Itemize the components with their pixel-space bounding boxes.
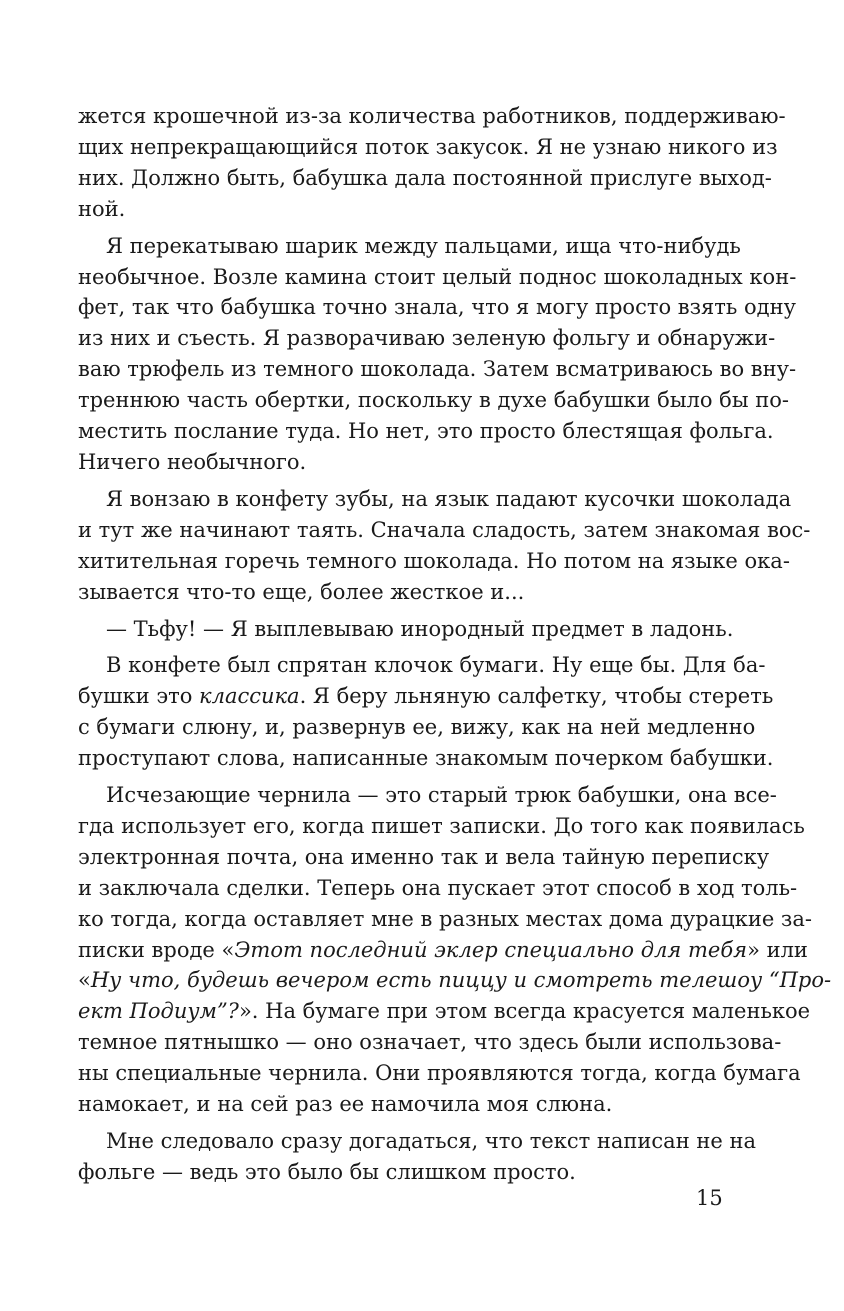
text-line: фольге — ведь это было бы слишком просто. bbox=[78, 1159, 576, 1184]
paragraph bbox=[78, 1126, 756, 1188]
paragraph bbox=[78, 650, 774, 774]
text-line: электронная почта, она именно так и вела тайную переписку bbox=[78, 844, 770, 869]
text-line: ект Подиум”?». На бумаге при этом всегда красуется маленькое bbox=[78, 999, 811, 1024]
text-line: и тут же начинают таять. Сначала сладость, затем знакомая вос- bbox=[78, 517, 811, 542]
italic-run: Этот последний эклер специально для тебя bbox=[234, 937, 748, 962]
page-number: 15 bbox=[696, 1186, 723, 1210]
text-line: ной. bbox=[78, 196, 126, 221]
text-line: и заключала сделки. Теперь она пускает этот способ в ход толь- bbox=[78, 875, 798, 900]
text-line: жется крошечной из-за количества работников, поддерживаю- bbox=[78, 104, 786, 128]
text-line: темное пятнышко — оно означает, что здесь были использова- bbox=[78, 1030, 782, 1055]
text-line: зывается что-то еще, более жесткое и... bbox=[78, 579, 525, 604]
italic-run: Ну что, будешь вечером есть пиццу и смотреть телешоу “Про- bbox=[90, 968, 832, 993]
text-line: местить послание туда. Но нет, это просто блестящая фольга. bbox=[78, 419, 774, 444]
text-line: фет, так что бабушка точно знала, что я могу просто взять одну bbox=[78, 295, 796, 320]
italic-run: ект Подиум”? bbox=[78, 999, 239, 1024]
paragraph bbox=[78, 101, 786, 225]
text-line: необычное. Возле камина стоит целый поднос шоколадных кон- bbox=[78, 264, 797, 289]
paragraph bbox=[78, 484, 811, 608]
text-line: намокает, и на сей раз ее намочила моя слюна. bbox=[78, 1092, 613, 1117]
text-line: Я вонзаю в конфету зубы, на язык падают кусочки шоколада bbox=[106, 486, 792, 511]
text-line: Мне следовало сразу догадаться, что текст написан не на bbox=[106, 1129, 756, 1153]
text-line: бушки это классика. Я беру льняную салфетку, чтобы стереть bbox=[78, 684, 774, 709]
text-line: ко тогда, когда оставляет мне в разных местах дома дурацкие за- bbox=[78, 906, 812, 931]
text-line: В конфете был спрятан клочок бумаги. Ну еще бы. Для ба- bbox=[106, 653, 766, 678]
paragraph bbox=[78, 231, 797, 478]
text-line: писки вроде «Этот последний эклер специально для тебя» или bbox=[78, 937, 808, 962]
text-line: Исчезающие чернила — это старый трюк бабушки, она все- bbox=[106, 783, 777, 808]
text-line: гда использует его, когда пишет записки. До того как появилась bbox=[78, 813, 805, 838]
text-line: «Ну что, будешь вечером есть пиццу и смотреть телешоу “Про- bbox=[78, 968, 832, 993]
text-line: с бумаги слюну, и, развернув ее, вижу, как на ней медленно bbox=[78, 715, 756, 740]
text-line: проступают слова, написанные знакомым почерком бабушки. bbox=[78, 746, 774, 771]
text-line: ваю трюфель из темного шоколада. Затем всматриваюсь во вну- bbox=[78, 357, 797, 382]
text-line: ны специальные чернила. Они проявляются тогда, когда бумага bbox=[78, 1061, 801, 1086]
text-line: Ничего необычного. bbox=[78, 449, 307, 474]
text-line: Я перекатываю шарик между пальцами, ища что-нибудь bbox=[106, 233, 741, 258]
text-line: них. Должно быть, бабушка дала постоянной прислуге выход- bbox=[78, 165, 772, 190]
text-line: из них и съесть. Я разворачиваю зеленую фольгу и обнаружи- bbox=[78, 326, 776, 351]
text-line: хитительная горечь темного шоколада. Но потом на языке ока- bbox=[78, 548, 790, 573]
text-line: щих непрекращающийся поток закусок. Я не узнаю никого из bbox=[78, 134, 778, 159]
body-text bbox=[78, 101, 832, 1194]
text-line: треннюю часть обертки, поскольку в духе бабушки было бы по- bbox=[78, 388, 789, 413]
italic-run: классика bbox=[199, 684, 300, 709]
paragraph bbox=[78, 780, 832, 1120]
text-line: — Тьфу! — Я выплевываю инородный предмет в ладонь. bbox=[106, 616, 734, 641]
paragraph bbox=[78, 614, 734, 645]
